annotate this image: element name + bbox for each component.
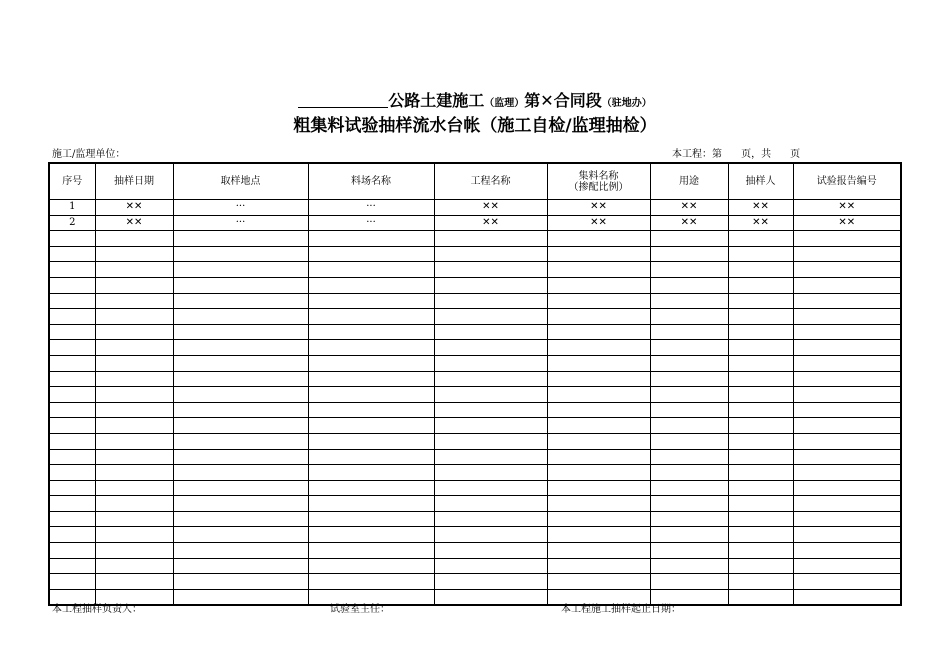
column-header — [173, 163, 308, 200]
table-cell — [650, 231, 728, 247]
table-cell — [434, 465, 547, 481]
table-cell: ··· — [308, 215, 434, 231]
table-cell — [434, 402, 547, 418]
table-cell — [434, 511, 547, 527]
table-cell — [728, 309, 793, 325]
table-cell — [728, 262, 793, 278]
table-cell: ✕✕ — [434, 200, 547, 216]
table-cell — [434, 293, 547, 309]
table-cell — [173, 527, 308, 543]
table-cell — [793, 293, 901, 309]
empty-table-row — [49, 371, 901, 387]
empty-table-row — [49, 558, 901, 574]
table-cell — [728, 558, 793, 574]
empty-table-row — [49, 480, 901, 496]
empty-table-row — [49, 543, 901, 559]
table-cell — [793, 511, 901, 527]
empty-table-row — [49, 589, 901, 605]
table-cell — [95, 402, 173, 418]
table-cell — [547, 324, 650, 340]
table-cell — [793, 449, 901, 465]
table-cell — [49, 480, 95, 496]
table-cell — [650, 355, 728, 371]
table-cell — [49, 449, 95, 465]
table-cell — [49, 543, 95, 559]
table-cell — [308, 496, 434, 512]
table-body — [49, 200, 901, 606]
column-header-label: 用途 — [679, 176, 699, 187]
title-supervision-note: （监理） — [484, 98, 525, 109]
table-cell — [95, 277, 173, 293]
table-cell — [173, 387, 308, 403]
table-cell — [95, 511, 173, 527]
empty-table-row — [49, 309, 901, 325]
table-cell — [547, 355, 650, 371]
table-cell — [547, 558, 650, 574]
table-cell — [173, 309, 308, 325]
table-cell — [308, 418, 434, 434]
table-row — [49, 200, 901, 216]
table-cell — [650, 574, 728, 590]
table-cell — [793, 262, 901, 278]
table-cell — [793, 574, 901, 590]
table-cell — [434, 355, 547, 371]
table-cell — [728, 480, 793, 496]
table-cell — [547, 574, 650, 590]
column-header-sublabel: （掺配比例） — [568, 181, 629, 193]
table-cell — [650, 558, 728, 574]
table-cell — [728, 465, 793, 481]
table-cell — [434, 340, 547, 356]
empty-table-row — [49, 402, 901, 418]
table-cell — [547, 246, 650, 262]
table-cell — [308, 558, 434, 574]
table-cell — [793, 433, 901, 449]
table-cell — [650, 465, 728, 481]
table-cell — [728, 277, 793, 293]
table-cell — [547, 231, 650, 247]
column-header-label: 工程名称 — [470, 176, 511, 187]
empty-table-row — [49, 231, 901, 247]
table-cell — [173, 496, 308, 512]
column-header-label: 取样地点 — [220, 176, 261, 187]
table-cell — [308, 293, 434, 309]
table-cell — [650, 543, 728, 559]
table-cell — [308, 511, 434, 527]
table-cell — [728, 246, 793, 262]
table-cell: ✕✕ — [547, 200, 650, 216]
empty-table-row — [49, 465, 901, 481]
table-cell — [49, 433, 95, 449]
table-cell: ✕✕ — [728, 215, 793, 231]
table-cell — [547, 480, 650, 496]
table-cell — [793, 371, 901, 387]
empty-table-row — [49, 449, 901, 465]
column-header-label: 料场名称 — [351, 176, 391, 187]
table-cell — [308, 543, 434, 559]
table-cell — [650, 527, 728, 543]
table-cell — [650, 433, 728, 449]
table-cell — [308, 340, 434, 356]
page-info: 本工程：第 页，共 页 — [672, 149, 801, 160]
table-cell — [95, 231, 173, 247]
table-cell — [173, 340, 308, 356]
table-cell — [308, 527, 434, 543]
table-cell — [95, 543, 173, 559]
empty-table-row — [49, 324, 901, 340]
table-cell — [434, 418, 547, 434]
column-header — [95, 163, 173, 200]
table-cell — [793, 324, 901, 340]
table-cell — [49, 511, 95, 527]
table-cell — [308, 402, 434, 418]
table-cell — [95, 324, 173, 340]
table-cell: ✕✕ — [95, 200, 173, 216]
empty-table-row — [49, 355, 901, 371]
title-resident-office-note: （驻地办） — [601, 98, 652, 109]
empty-table-row — [49, 277, 901, 293]
table-cell: ✕✕ — [95, 215, 173, 231]
column-header-label: 抽样人 — [745, 176, 776, 187]
table-cell — [308, 231, 434, 247]
table-cell — [650, 371, 728, 387]
table-cell — [434, 449, 547, 465]
lab-director-label: 试验室主任： — [330, 604, 390, 615]
table-header-row — [49, 163, 901, 200]
empty-table-row — [49, 418, 901, 434]
table-cell — [793, 589, 901, 605]
table-cell — [95, 293, 173, 309]
table-cell — [547, 402, 650, 418]
table-cell — [650, 387, 728, 403]
table-cell — [793, 496, 901, 512]
table-cell — [49, 262, 95, 278]
table-cell — [95, 433, 173, 449]
table-cell — [434, 527, 547, 543]
table-cell — [95, 309, 173, 325]
table-cell — [650, 402, 728, 418]
table-cell — [49, 324, 95, 340]
table-cell — [728, 433, 793, 449]
table-cell — [173, 246, 308, 262]
table-cell — [173, 371, 308, 387]
table-cell: ··· — [173, 200, 308, 216]
table-cell — [173, 402, 308, 418]
sampling-lead-label: 本工程抽样负责人： — [52, 604, 142, 615]
table-cell — [793, 402, 901, 418]
column-header — [728, 163, 793, 200]
table-cell — [308, 480, 434, 496]
table-cell — [173, 465, 308, 481]
column-header — [434, 163, 547, 200]
table-cell — [650, 262, 728, 278]
table-cell — [95, 465, 173, 481]
table-cell — [173, 511, 308, 527]
table-cell — [728, 402, 793, 418]
table-cell — [728, 387, 793, 403]
table-cell — [308, 262, 434, 278]
table-cell — [547, 511, 650, 527]
table-cell — [49, 371, 95, 387]
table-cell — [308, 574, 434, 590]
table-cell: 1 — [49, 200, 95, 216]
table-cell: ✕✕ — [793, 215, 901, 231]
table-cell — [308, 246, 434, 262]
table-cell — [728, 355, 793, 371]
table-cell — [95, 480, 173, 496]
table-cell — [793, 277, 901, 293]
table-cell — [434, 589, 547, 605]
table-cell — [173, 433, 308, 449]
table-cell — [547, 418, 650, 434]
column-header-label: 抽样日期 — [114, 176, 154, 187]
table-cell — [173, 231, 308, 247]
table-cell — [434, 246, 547, 262]
table-cell: ✕✕ — [547, 215, 650, 231]
table-cell: ✕✕ — [434, 215, 547, 231]
table-cell — [95, 449, 173, 465]
table-cell — [434, 371, 547, 387]
table-cell: ✕✕ — [650, 200, 728, 216]
table-cell — [308, 465, 434, 481]
sampling-date-range-label: 本工程施工抽样起止日期： — [561, 604, 681, 615]
table-cell — [49, 355, 95, 371]
table-cell — [95, 387, 173, 403]
empty-table-row — [49, 574, 901, 590]
table-cell — [793, 387, 901, 403]
empty-table-row — [49, 511, 901, 527]
table-cell — [793, 355, 901, 371]
table-cell — [434, 480, 547, 496]
table-cell: ✕✕ — [650, 215, 728, 231]
table-cell — [49, 246, 95, 262]
table-cell — [650, 340, 728, 356]
document-title: 粗集料试验抽样流水台帐（施工自检/监理抽检） — [293, 116, 657, 136]
table-cell — [650, 324, 728, 340]
table-cell — [173, 277, 308, 293]
title-road-construction: 公路土建施工 — [388, 91, 485, 110]
table-cell — [308, 277, 434, 293]
empty-table-row — [49, 387, 901, 403]
column-header-label: 试验报告编号 — [816, 176, 877, 187]
title-line-1 — [0, 90, 950, 115]
table-cell — [547, 465, 650, 481]
sampling-ledger-table — [48, 162, 902, 606]
table-cell — [793, 309, 901, 325]
table-cell — [547, 262, 650, 278]
table-cell — [434, 262, 547, 278]
empty-table-row — [49, 433, 901, 449]
table-cell — [173, 324, 308, 340]
table-cell — [728, 371, 793, 387]
empty-table-row — [49, 293, 901, 309]
table-cell — [650, 293, 728, 309]
table-cell — [95, 418, 173, 434]
table-cell — [650, 480, 728, 496]
table-cell — [95, 496, 173, 512]
table-cell — [728, 231, 793, 247]
table-cell — [49, 574, 95, 590]
column-header — [650, 163, 728, 200]
table-cell — [308, 371, 434, 387]
table-cell — [793, 465, 901, 481]
table-cell — [547, 340, 650, 356]
table-cell — [308, 309, 434, 325]
table-cell — [547, 293, 650, 309]
table-cell — [95, 246, 173, 262]
table-cell — [49, 465, 95, 481]
table-cell — [308, 355, 434, 371]
table-cell — [308, 433, 434, 449]
empty-table-row — [49, 340, 901, 356]
table-cell — [173, 355, 308, 371]
table-cell — [547, 543, 650, 559]
table-cell — [434, 496, 547, 512]
table-cell — [434, 277, 547, 293]
table-cell — [793, 340, 901, 356]
table-cell — [793, 558, 901, 574]
table-cell — [49, 231, 95, 247]
table-cell: ✕✕ — [793, 200, 901, 216]
table-cell: ··· — [308, 200, 434, 216]
table-cell — [95, 340, 173, 356]
empty-table-row — [49, 496, 901, 512]
table-cell — [49, 402, 95, 418]
table-cell — [434, 574, 547, 590]
table-cell — [173, 418, 308, 434]
table-cell — [793, 418, 901, 434]
table-cell — [49, 387, 95, 403]
table-cell — [547, 387, 650, 403]
table-cell — [728, 527, 793, 543]
table-cell — [434, 558, 547, 574]
table-cell — [728, 449, 793, 465]
table-cell — [793, 246, 901, 262]
table-cell — [728, 293, 793, 309]
title-blank-underline — [298, 91, 388, 108]
table-cell — [793, 543, 901, 559]
table-cell — [434, 387, 547, 403]
table-cell — [728, 324, 793, 340]
table-cell — [173, 589, 308, 605]
column-header-label: 序号 — [62, 176, 83, 187]
table-cell — [308, 324, 434, 340]
table-cell — [49, 277, 95, 293]
column-header — [793, 163, 901, 200]
table-cell: ··· — [173, 215, 308, 231]
table-cell — [49, 496, 95, 512]
table-cell — [308, 387, 434, 403]
unit-label: 施工/监理单位： — [52, 149, 126, 160]
column-header — [547, 163, 650, 200]
table-cell — [728, 418, 793, 434]
table-cell — [650, 418, 728, 434]
table-cell — [49, 418, 95, 434]
table-cell — [49, 558, 95, 574]
table-cell — [793, 527, 901, 543]
empty-table-row — [49, 246, 901, 262]
table-cell — [793, 480, 901, 496]
table-cell — [49, 527, 95, 543]
table-cell — [547, 527, 650, 543]
table-cell — [728, 340, 793, 356]
table-cell — [547, 449, 650, 465]
table-cell — [173, 262, 308, 278]
table-cell — [650, 496, 728, 512]
table-cell — [650, 511, 728, 527]
table-cell — [95, 527, 173, 543]
table-cell — [95, 262, 173, 278]
table-cell — [173, 543, 308, 559]
table-cell — [547, 433, 650, 449]
table-cell — [173, 480, 308, 496]
table-cell — [95, 355, 173, 371]
table-cell — [793, 231, 901, 247]
table-cell — [650, 449, 728, 465]
table-cell — [434, 324, 547, 340]
empty-table-row — [49, 262, 901, 278]
column-header-label: 集料名称 — [578, 170, 619, 182]
table-cell — [547, 496, 650, 512]
table-cell — [650, 246, 728, 262]
table-cell — [650, 277, 728, 293]
table-cell — [434, 543, 547, 559]
title-contract-section: 第✕合同段 — [524, 91, 602, 110]
table-cell — [173, 293, 308, 309]
table-cell — [728, 589, 793, 605]
table-cell — [95, 371, 173, 387]
table-cell — [547, 371, 650, 387]
table-cell — [434, 309, 547, 325]
table-cell — [547, 309, 650, 325]
table-cell — [728, 574, 793, 590]
table-cell — [173, 574, 308, 590]
column-header — [49, 163, 95, 200]
table-cell: 2 — [49, 215, 95, 231]
table-cell: ✕✕ — [728, 200, 793, 216]
table-cell — [95, 558, 173, 574]
table-cell — [49, 293, 95, 309]
column-header — [308, 163, 434, 200]
table-cell — [49, 309, 95, 325]
table-cell — [434, 433, 547, 449]
table-cell — [49, 340, 95, 356]
table-cell — [728, 496, 793, 512]
table-cell — [728, 511, 793, 527]
table-row — [49, 215, 901, 231]
table-cell — [173, 558, 308, 574]
table-cell — [728, 543, 793, 559]
empty-table-row — [49, 527, 901, 543]
table-cell — [650, 309, 728, 325]
table-cell — [434, 231, 547, 247]
table-cell — [547, 277, 650, 293]
table-cell — [173, 449, 308, 465]
table-cell — [95, 574, 173, 590]
table-cell — [308, 449, 434, 465]
